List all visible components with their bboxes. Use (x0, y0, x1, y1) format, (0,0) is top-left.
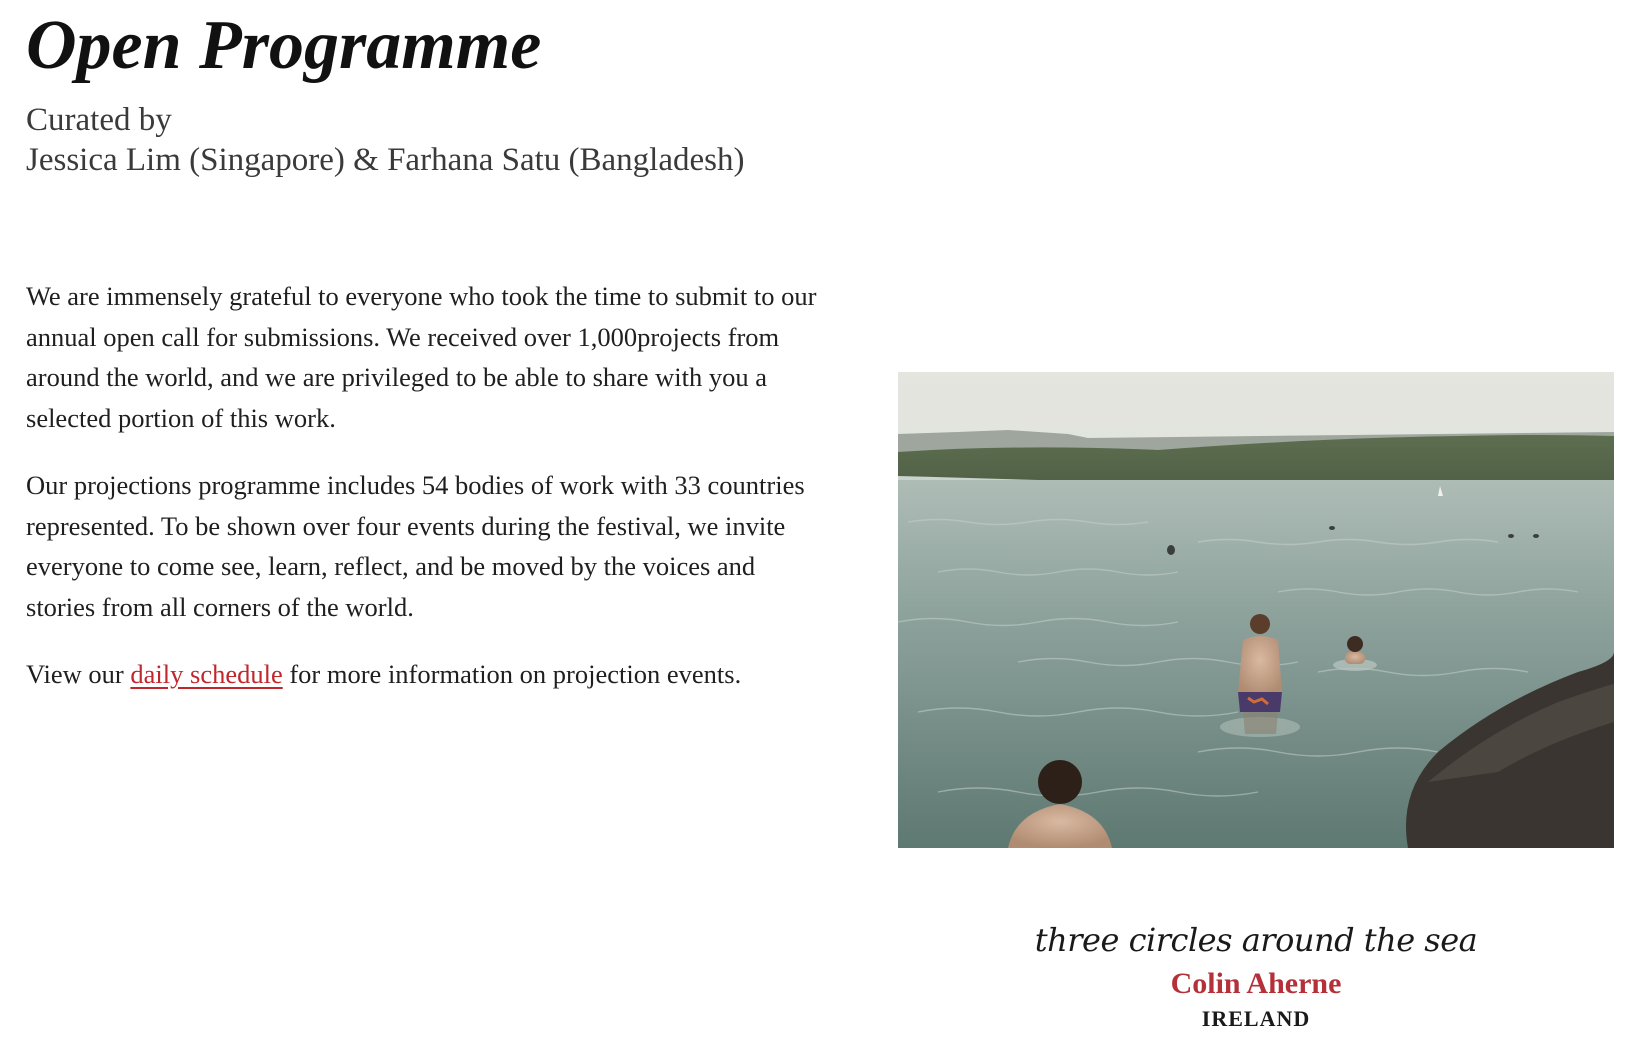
featured-artist-name[interactable]: Colin Aherne (1170, 967, 1342, 1000)
featured-work-title[interactable]: three circles around the sea (1034, 921, 1478, 959)
page-title: Open Programme (26, 7, 542, 84)
daily-schedule-link[interactable]: daily schedule (130, 659, 283, 689)
featured-artist-country: IRELAND (1201, 1006, 1311, 1031)
intro-text (26, 276, 826, 722)
intro-paragraph-2: Our projections programme includes 54 bodies of work with 33 countries represented. To be shown over four events during the festival, we invite everyone to come see, learn, reflect, and be moved by the voices and stories from all corners of the world. (26, 470, 805, 622)
curated-by-label: Curated by (26, 102, 172, 138)
curators-block (26, 100, 744, 180)
featured-photo[interactable] (898, 372, 1614, 848)
intro-paragraph-3 (26, 654, 826, 695)
intro-paragraph-1: We are immensely grateful to everyone who took the time to submit to our annual open call for submissions. We received over 1,000projects from around the world, and we are privileged to be able to share with you a selected portion of this work. (26, 281, 817, 433)
schedule-text-after: for more information on projection events. (282, 659, 742, 689)
schedule-text-before: View our (26, 659, 131, 689)
curator-names: Jessica Lim (Singapore) & Farhana Satu (Bangladesh) (26, 142, 745, 178)
